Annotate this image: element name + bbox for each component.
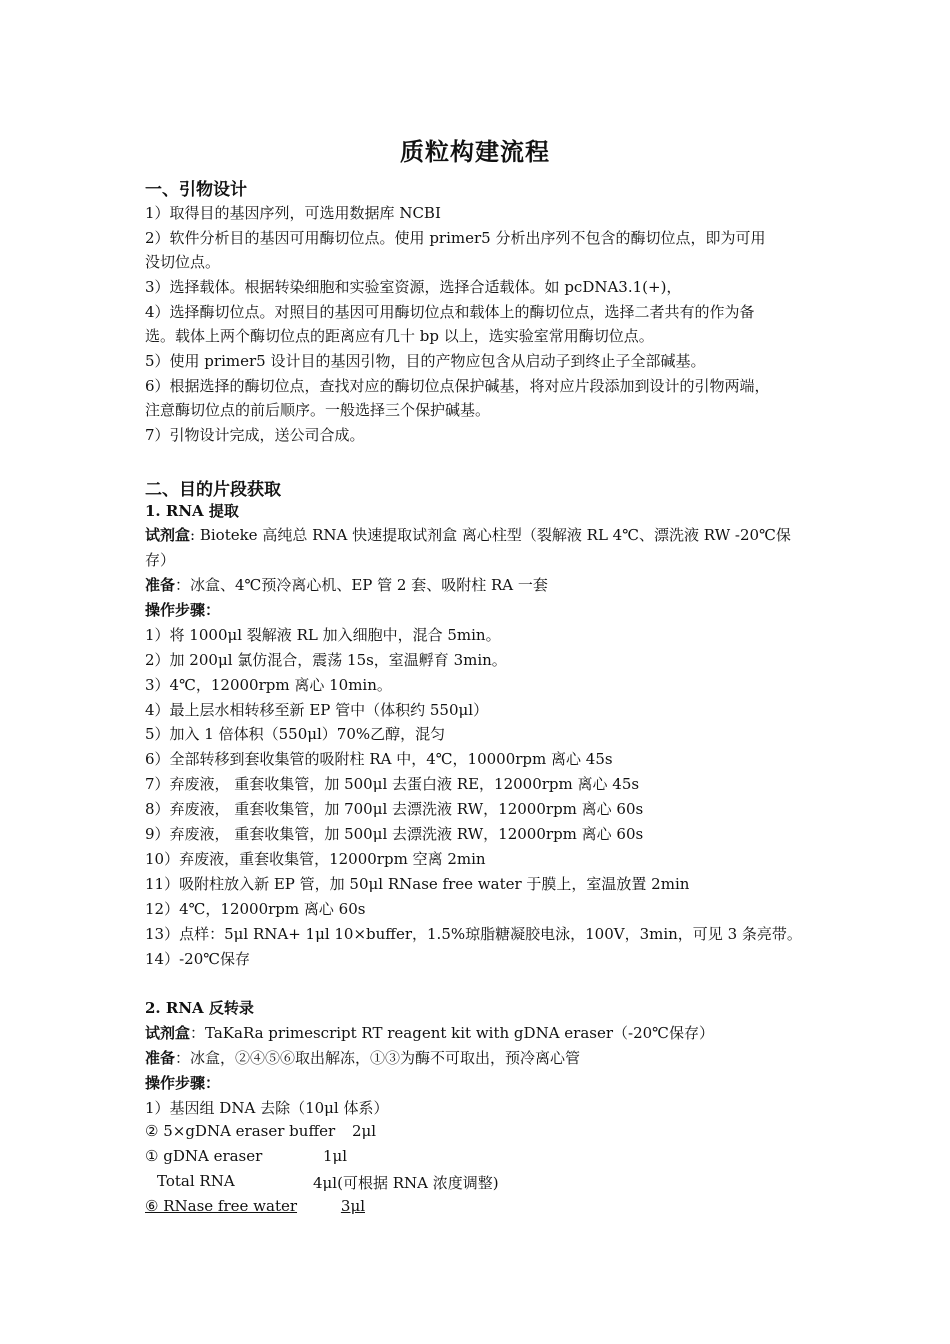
step-line: 10）弃废液，重套收集管，12000rpm 空离 2min xyxy=(145,850,486,868)
paragraph-line: 1）取得目的基因序列，可选用数据库 NCBI xyxy=(145,204,441,222)
page-title: 质粒构建流程 xyxy=(400,137,550,166)
subsection-heading-rna-extraction: 1. RNA 提取 xyxy=(145,502,239,520)
reagent-amount: 1μl xyxy=(323,1147,348,1165)
step-line: 3）4℃，12000rpm 离心 10min。 xyxy=(145,676,392,694)
steps-colon: ： xyxy=(205,601,221,619)
step-line: 1）基因组 DNA 去除（10μl 体系） xyxy=(145,1099,389,1117)
prep-text: ：冰盒、4℃预冷离心机、EP 管 2 套、吸附柱 RA 一套 xyxy=(175,576,548,594)
step-line: 6）全部转移到套收集管的吸附柱 RA 中，4℃，10000rpm 离心 45s xyxy=(145,750,613,768)
prep-label: 准备 xyxy=(145,576,176,594)
subsection-heading-reverse-transcription: 2. RNA 反转录 xyxy=(145,999,254,1017)
paragraph-line: 注意酶切位点的前后顺序。一般选择三个保护碱基。 xyxy=(145,401,491,419)
paragraph-line: 3）选择载体。根据转染细胞和实验室资源，选择合适载体。如 pcDNA3.1(+)， xyxy=(145,278,682,296)
prep-line xyxy=(145,574,548,595)
paragraph-line: 7）引物设计完成，送公司合成。 xyxy=(145,426,365,444)
paragraph-line: 没切位点。 xyxy=(145,253,221,271)
paragraph-line: 选。载体上两个酶切位点的距离应有几十 bp 以上，选实验室常用酶切位点。 xyxy=(145,327,654,345)
step-line: 12）4℃，12000rpm 离心 60s xyxy=(145,900,366,918)
step-line: 2）加 200μl 氯仿混合，震荡 15s，室温孵育 3min。 xyxy=(145,651,507,669)
prep-line xyxy=(145,1047,580,1068)
reagent-name: Total RNA xyxy=(157,1172,235,1190)
reagent-amount: 4μl(可根据 RNA 浓度调整) xyxy=(313,1174,499,1192)
paragraph-line: 存） xyxy=(145,551,176,569)
prep-label: 准备 xyxy=(145,1049,176,1067)
step-line: 4）最上层水相转移至新 EP 管中（体积约 550μl） xyxy=(145,701,489,719)
reagent-amount: 3μl xyxy=(340,1197,365,1215)
paragraph-line: 4）选择酶切位点。对照目的基因可用酶切位点和载体上的酶切位点，选择二者共有的作为备 xyxy=(145,303,755,321)
reagent-name: ② 5×gDNA eraser buffer xyxy=(145,1122,336,1140)
steps-label: 操作步骤 xyxy=(145,601,206,619)
kit-text: ：TaKaRa primescript RT reagent kit with gDNA eraser（-20℃保存） xyxy=(190,1024,714,1042)
paragraph-line: 6）根据选择的酶切位点，查找对应的酶切位点保护碱基，将对应片段添加到设计的引物两端， xyxy=(145,377,770,395)
steps-label-line xyxy=(145,599,220,620)
kit-label: 试剂盒 xyxy=(145,526,191,544)
steps-label-line xyxy=(145,1072,220,1093)
step-line: 9）弃废液， 重套收集管，加 500μl 去漂洗液 RW，12000rpm 离心 60s xyxy=(145,825,644,843)
kit-label: 试剂盒 xyxy=(145,1024,191,1042)
reagent-amount: 2μl xyxy=(352,1122,377,1140)
reagent-row xyxy=(145,1147,262,1165)
step-line: 8）弃废液， 重套收集管，加 700μl 去漂洗液 RW，12000rpm 离心 60s xyxy=(145,800,644,818)
reagent-row xyxy=(145,1122,335,1140)
reagent-name: ⑥ RNase free water xyxy=(145,1197,298,1215)
kit-text: : Bioteke 高纯总 RNA 快速提取试剂盒 离心柱型（裂解液 RL 4℃、漂洗液 RW -20℃保 xyxy=(190,526,791,544)
step-line: 13）点样：5μl RNA+ 1μl 10×buffer，1.5%琼脂糖凝胶电泳，100V，3min，可见 3 条亮带。 xyxy=(145,925,802,943)
kit-line xyxy=(145,1022,714,1043)
prep-text: ：冰盒，②④⑤⑥取出解冻，①③为酶不可取出，预冷离心管 xyxy=(175,1049,581,1067)
reagent-row xyxy=(157,1172,235,1190)
reagent-name: ① gDNA eraser xyxy=(145,1147,263,1165)
section-heading-fragment: 二、目的片段获取 xyxy=(145,480,281,500)
step-line: 1）将 1000μl 裂解液 RL 加入细胞中，混合 5min。 xyxy=(145,626,501,644)
step-line: 11）吸附柱放入新 EP 管，加 50μl RNase free water 于膜上，室温放置 2min xyxy=(145,875,690,893)
paragraph-line: 2）软件分析目的基因可用酶切位点。使用 primer5 分析出序列不包含的酶切位点，即为可用 xyxy=(145,229,766,247)
steps-label: 操作步骤 xyxy=(145,1074,206,1092)
step-line: 14）-20℃保存 xyxy=(145,950,251,968)
paragraph-line: 5）使用 primer5 设计目的基因引物，目的产物应包含从启动子到终止子全部碱基。 xyxy=(145,352,706,370)
step-line: 5）加入 1 倍体积（550μl）70%乙醇，混匀 xyxy=(145,725,446,743)
kit-line xyxy=(145,524,791,545)
section-heading-primer-design: 一、引物设计 xyxy=(145,180,247,200)
step-line: 7）弃废液， 重套收集管，加 500μl 去蛋白液 RE，12000rpm 离心 45s xyxy=(145,775,640,793)
steps-colon: ： xyxy=(205,1074,221,1092)
